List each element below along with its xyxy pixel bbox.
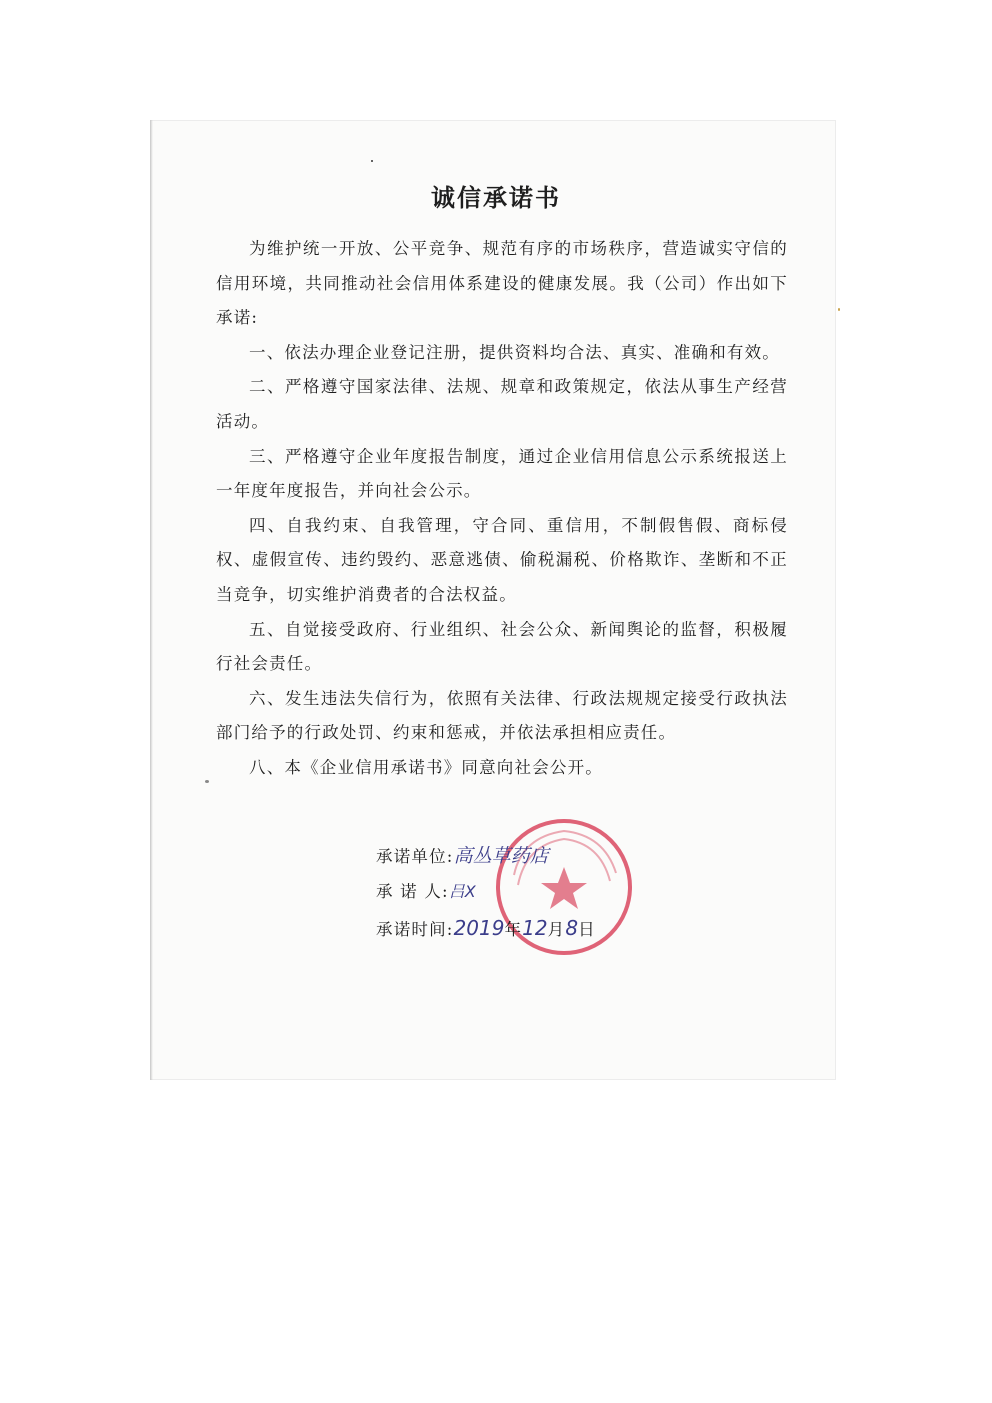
paragraph-6: 六、发生违法失信行为，依照有关法律、行政法规规定接受行政执法部门给予的行政处罚、约束和惩戒，并依法承担相应责任。 — [216, 688, 788, 743]
signature-person-row — [376, 874, 696, 910]
signature-block — [376, 838, 696, 946]
signature-date-row — [376, 910, 696, 946]
date-day-unit: 日 — [578, 920, 596, 939]
signature-unit-row — [376, 838, 696, 874]
paragraph-2: 二、严格遵守国家法律、法规、规章和政策规定，依法从事生产经营活动。 — [216, 377, 788, 431]
unit-label: 承诺单位: — [376, 847, 454, 866]
scan-speck — [838, 308, 840, 311]
paragraph-intro: 为维护统一开放、公平竞争、规范有序的市场秩序，营造诚实守信的信用环境，共同推动社会信用体系建设的健康发展。我（公司）作出如下承诺: — [216, 239, 788, 328]
date-year-unit: 年 — [504, 920, 523, 939]
date-day: 8 — [565, 916, 579, 940]
paragraph-1: 一、依法办理企业登记注册，提供资料均合法、真实、准确和有效。 — [249, 342, 780, 362]
paragraph-8: 八、本《企业信用承诺书》同意向社会公开。 — [249, 757, 603, 777]
person-label: 承 诺 人: — [376, 882, 449, 901]
date-month-unit: 月 — [547, 920, 566, 939]
scan-speck — [205, 780, 209, 783]
document-body — [216, 232, 788, 786]
date-month: 12 — [522, 916, 548, 940]
scan-edge — [150, 120, 153, 1080]
document-title: 诚信承诺书 — [431, 183, 561, 212]
date-label: 承诺时间: — [376, 920, 454, 939]
paragraph-4: 四、自我约束、自我管理，守合同、重信用，不制假售假、商标侵权、虚假宣传、违约毁约、恶意逃债、偷税漏税、价格欺诈、垄断和不正当竞争，切实维护消费者的合法权益。 — [216, 515, 788, 604]
paragraph-3: 三、严格遵守企业年度报告制度，通过企业信用信息公示系统报送上一年度年度报告，并向社会公示。 — [216, 446, 788, 501]
unit-handwritten-value: 高丛草药店 — [453, 845, 549, 867]
person-handwritten-value: 吕X — [448, 882, 476, 901]
paragraph-5: 五、自觉接受政府、行业组织、社会公众、新闻舆论的监督，积极履行社会责任。 — [216, 619, 788, 674]
scan-speck — [371, 160, 373, 162]
date-year: 2019 — [453, 916, 505, 940]
